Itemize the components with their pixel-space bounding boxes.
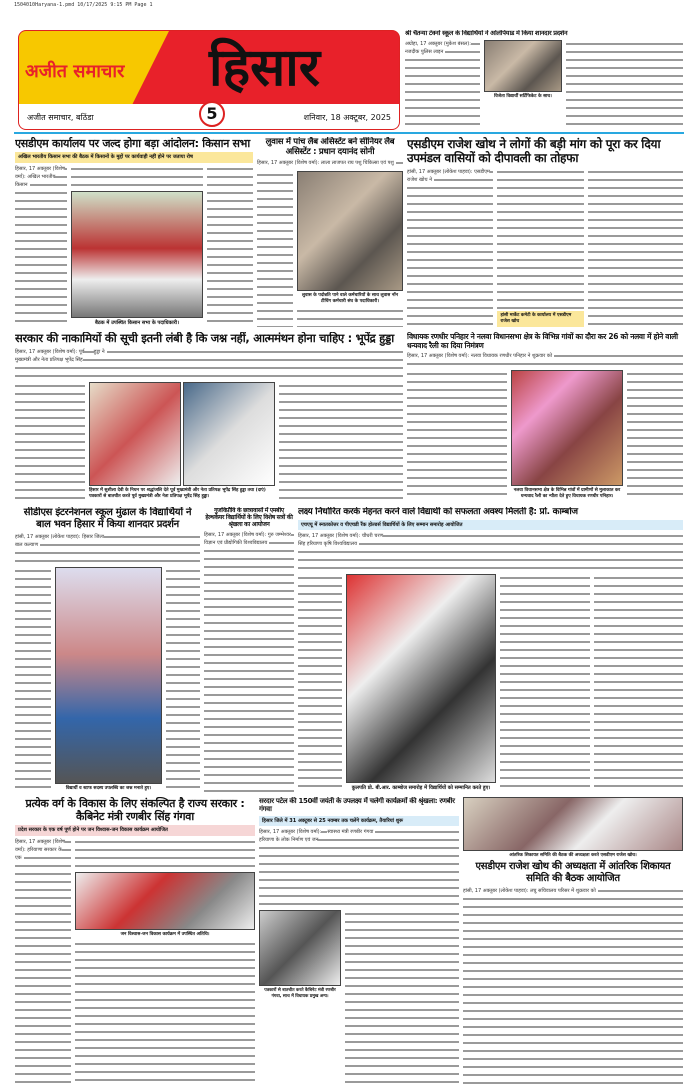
row-4: [15, 507, 683, 792]
article-sdm-diwali: [407, 137, 683, 327]
photo-caption: विजेता विद्यार्थी सर्टिफिकेट के साथ।: [494, 93, 552, 99]
edition-city: हिसार: [209, 38, 320, 98]
row-2: [15, 137, 683, 327]
photo: [71, 191, 203, 318]
photo-caption: बैठक में उपस्थित किसान सभा के पदाधिकारी।: [95, 320, 179, 326]
photo-tribute: [89, 382, 181, 486]
photo: [259, 910, 341, 986]
headline: सरदार पटेल की 150वीं जयंती के उपलक्ष्य में चलेगी कार्यक्रमों की श्रृंखला: रणबीर गंगवा: [259, 797, 455, 814]
photo-caption: हिसार में सुशीला देवी के निधन पर श्रद्धांजलि देते पूर्व मुख्यमंत्री और नेता प्रतिपक्ष भूपेंद्र सिंह हुड्डा तथा (दाएं) पत्रकारों से बातचीत करते पूर्व मुख्यमंत्री और नेता प्रतिपक्ष भूपेंद्र सिंह हुड्डा।: [89, 488, 266, 499]
photo: [484, 40, 562, 92]
headline: एसडीएम राजेश खोथ की अध्यक्षता में आंतरिक शिकायत समिति की बैठक आयोजित: [475, 861, 671, 884]
photo: [511, 370, 623, 486]
body-text: हांसी, 17 अक्तूबर (लोकेश पाहवा): एसडीएम राजेश खोथ ने: [407, 168, 493, 327]
photo: [75, 872, 255, 930]
photo: [463, 797, 683, 851]
subheadline: अखिल भारतीय किसान सभा की बैठक में किसानों के मुद्दों पर कार्यवाही नहीं होने पर जताया रोष: [15, 152, 253, 163]
photo-caption: लुवास के पदोन्नति पाने वाले कर्मचारियों के साथ लुवास नॉन टीचिंग कर्मचारी संघ के पदाधिकारी।: [301, 293, 399, 304]
article-kamboj: [298, 507, 683, 792]
body-text: हिसार, 17 अक्तूबर (विशेष वर्मा): नलवा विधायक रणधीर पनिहार ने शुक्रवार को: [407, 352, 683, 368]
body-text-2: [345, 910, 459, 1085]
photo-caption: कुलपति प्रो. बी.आर. काम्बोज समारोह में विद्यार्थियों को सम्मानित करते हुए।: [351, 785, 491, 791]
body-text-3: [627, 370, 683, 500]
page-number: 5: [199, 101, 225, 127]
body-text: हिसार, 17 अक्तूबर (विशेष वर्मा): हरियाणा सरकार के एक: [15, 838, 71, 1085]
headline: विधायक रणधीर पनिहार ने नलवा विधानसभा क्षेत्र के विभिन्न गांवों का दौरा कर 26 को नलवा में होने वाली धन्यवाद रैली का दिया निमंत्रण: [407, 332, 678, 350]
body-text-2: [407, 370, 507, 500]
article-hooda: [15, 332, 403, 500]
body-text-2: [75, 838, 255, 870]
body-text-3: [588, 168, 683, 327]
issue-date: शनिवार, 18 अक्टूबर, 2025: [303, 113, 391, 122]
headline: लुवास में पांच लैब असिस्टेंट बने सीनियर लैब असिस्टेंट : प्रधान दयानंद सोनी: [265, 137, 395, 158]
article-sardar-patel: [259, 797, 459, 1085]
body-text-3: [207, 165, 253, 327]
body-text-2: [71, 165, 203, 189]
photo-caption: जन विश्वास-जन विकास कार्यक्रम में उपस्थित अतिथि।: [120, 931, 210, 937]
article-gangwa-sankalp: [15, 797, 255, 1085]
photo-press: [183, 382, 275, 486]
photo-caption: आंतरिक शिकायत समिति की बैठक की अध्यक्षता करते एसडीएम राजेश खोथ।: [509, 853, 637, 858]
article-panihar: [407, 332, 683, 500]
body-text: हिसार, 17 अक्तूबर (विशेष वर्मा): लाला लाजपत राय पशु चिकित्सा एवं पशु: [257, 159, 403, 169]
article-gju-mba: [204, 507, 294, 792]
divider: [14, 132, 684, 134]
photo-caption: नलवा विधानसभा क्षेत्र के विभिन्न गांवों में ग्रामीणों से मुलाकात कर धन्यवाद रैली का न्यौता देते हुए विधायक रणधीर पनिहार।: [513, 488, 621, 499]
body-text-3: [500, 574, 590, 792]
body-text: हांसी, 17 अक्तूबर (लोकेश पाहवा): हिसार जिला बाल कल्याण: [15, 533, 200, 565]
photo-caption: विद्यार्थी व स्टाफ सदस्य उपलब्धि का जश्न मनाते हुए।: [65, 786, 152, 791]
subheadline: एचएयू में स्नातकोत्तर व पीएचडी रैंक होल्डर्स विद्यार्थियों के लिए सम्मान समारोह आयोजित: [298, 520, 683, 531]
row-5: [15, 797, 683, 1085]
headline: एसडीएम कार्यालय पर जल्द होगा बड़ा आंदोलन: किसान सभा: [15, 137, 250, 150]
headline: श्री चैतन्या टेक्नो स्कूल के विद्यार्थियों ने ओलंपियाड में किया शानदार प्रदर्शन: [405, 30, 568, 37]
body-text: हिसार, 17 अक्तूबर (विशेष वर्मा): गुरु जम्भेश्वर विज्ञान एवं प्रौद्योगिकी विश्वविद्यालय: [204, 531, 294, 792]
body-text-2: [15, 567, 51, 792]
article-luvas: [257, 137, 403, 327]
subheadline: हिसार जिले में 31 अक्टूबर से 25 नवम्बर तक चलेंगे कार्यक्रम, तैयारियां शुरू: [259, 816, 459, 827]
body-text-2: [257, 171, 293, 327]
photo: [55, 567, 162, 784]
body-text-3: [297, 307, 403, 327]
file-slug: 1504010Haryana-1.pmd 10/17/2025 9:15 PM Page 1: [14, 2, 153, 8]
headline: गुजविप्रौवि के छात्रावासों में एमबीए हेल्थकेयर विद्यार्थियों के लिए विशेष सत्रों की श्रृंखला का आयोजन: [205, 507, 293, 529]
photo-caption: पत्रकारों से बातचीत करते कैबिनेट मंत्री रणबीर गंगवा, साथ में विधायक प्रमुख अन्य।: [264, 988, 336, 1000]
brand-name: अजीत समाचार: [25, 61, 125, 82]
row-3: [15, 332, 683, 500]
body-text: हिसार, 17 अक्तूबर (विशेष वर्मा): चौधरी चरण सिंह हरियाणा कृषि विश्वविद्यालय: [298, 532, 683, 572]
edition-label: अजीत समाचार, बठिंडा: [27, 113, 94, 122]
body-text: हांसी, 17 अक्तूबर (लोकेश पाहवा): लघु सचिवालय परिसर में शुक्रवार को: [463, 887, 683, 1085]
highlight-quote: हांसी मार्केट कमेटी के कार्यालय में एसडीएम राजेश खोथ: [497, 311, 583, 327]
body-text-2: [497, 168, 583, 310]
body-text: हिसार, 17 अक्तूबर (विशेष वर्मा): हरियाणा के लोक निर्माण एवं जन स्वास्थ्य मंत्री रणबीर गंगवा: [259, 828, 459, 908]
body-text-3: [75, 940, 255, 1085]
masthead-footer: [19, 104, 399, 129]
subheadline: प्रदेश सरकार के एक वर्ष पूर्ण होने पर जन विश्वास-जन विकास कार्यक्रम आयोजित: [15, 825, 255, 836]
body-text-2: [566, 40, 683, 130]
body-text-3: [279, 382, 403, 500]
headline: प्रत्येक वर्ग के विकास के लिए संकल्पित है राज्य सरकार : कैबिनेट मंत्री रणबीर सिंह गंगवा: [25, 797, 245, 824]
body-text-2: [298, 574, 342, 792]
headline: लक्ष्य निर्धारित करके मेहनत करने वाले विद्यार्थी को सफलता अवश्य मिलती है: प्रो. काम्बोज: [298, 507, 578, 517]
body-text: अग्रोहा, 17 अक्तूबर (मुकेश बंसल): नजदीक पुलिस लाइन: [405, 40, 480, 130]
photo: [346, 574, 496, 783]
article-kisan-sabha: [15, 137, 253, 327]
body-text: हिसार, 17 अक्तूबर (विशेष वर्मा): पूर्व मुख्यमंत्री और नेता प्रतिपक्ष भूपेंद्र सिंह हुड्डा ने: [15, 348, 403, 380]
masthead: [18, 30, 400, 130]
article-icc-meeting: [463, 797, 683, 1085]
body-text: हिसार, 17 अक्तूबर (विशेष वर्मा): अखिल भारतीय किसान: [15, 165, 67, 327]
article-cds-school: [15, 507, 200, 792]
body-text-3: [166, 567, 200, 792]
headline: एसडीएम राजेश खोथ ने लोगों की बड़ी मांग को पूरा कर दिया उपमंडल वासियों को दीपावली का तोहफा: [407, 137, 661, 166]
body-text-4: [594, 574, 684, 792]
photo: [297, 171, 403, 291]
headline: सीडीएस इंटरनेशनल स्कूल मुंढाल के विद्यार्थियों ने बाल भवन हिसार में किया शानदार प्रदर्शन: [23, 507, 192, 530]
article-olympiad: [405, 30, 683, 130]
headline: सरकार की नाकामियों की सूची इतनी लंबी है कि जश्न नहीं, आत्ममंथन होना चाहिए : भूपेंद्र हुड्डा: [15, 332, 394, 345]
body-text-2: [15, 382, 85, 500]
